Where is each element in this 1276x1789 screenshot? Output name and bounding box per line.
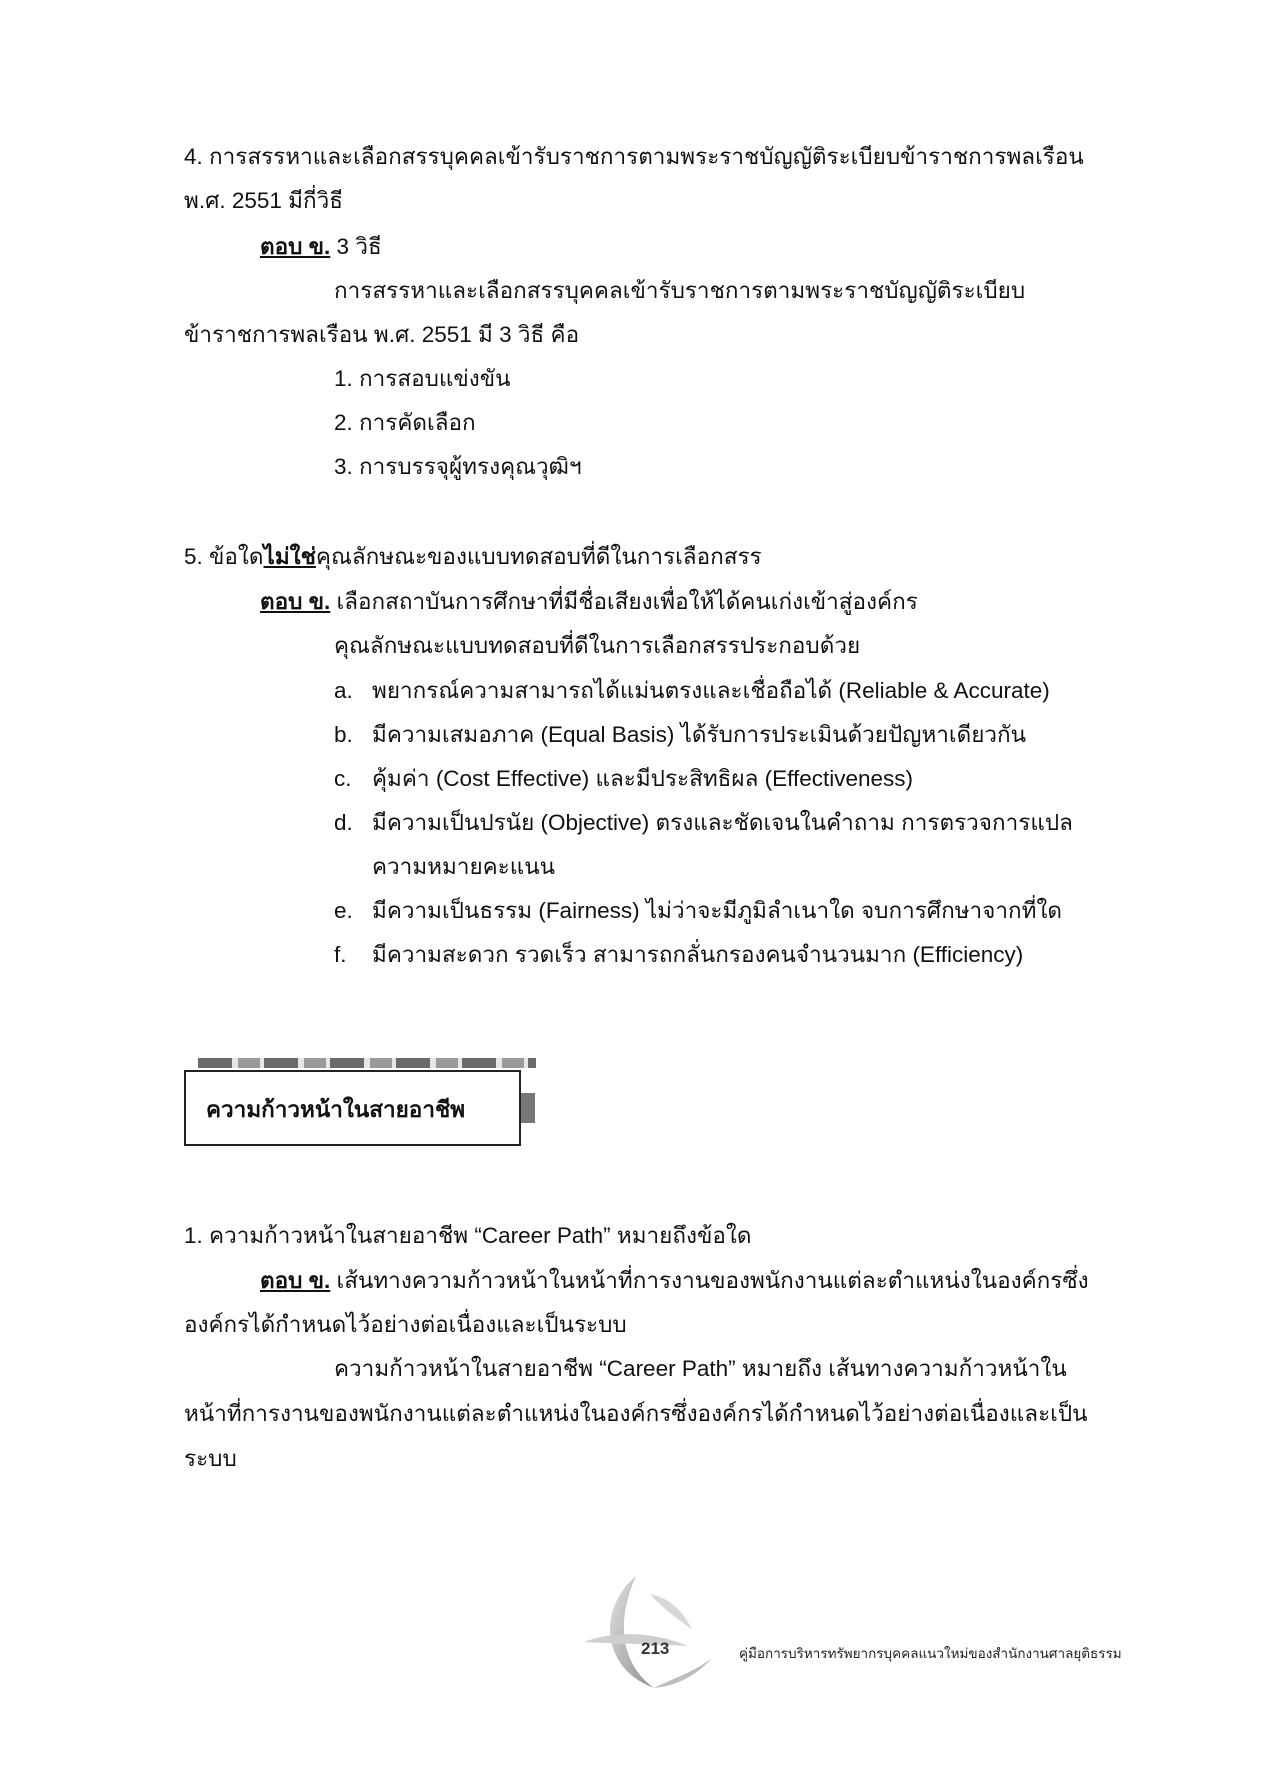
q5-answer [260,588,918,615]
s1-answer [260,1267,1089,1294]
s1-answer-text: เส้นทางความก้าวหน้าในหน้าที่การงานของพนักงานแต่ละตำแหน่งในองค์กรซึ่ง [330,1268,1089,1293]
q5-answer-text: เลือกสถาบันการศึกษาที่มีชื่อเสียงเพื่อให้ได้คนเก่งเข้าสู่องค์กร [330,589,918,614]
criteria-label: f. [334,942,347,967]
criteria-text: มีความเสมอภาค (Equal Basis) ได้รับการประเมินด้วยปัญหาเดียวกัน [372,722,1027,747]
criteria-text: ความหมายคะแนน [372,854,556,879]
q4-explanation-line1: การสรรหาและเลือกสรรบุคคลเข้ารับราชการตามพระราชบัญญัติระเบียบ [334,278,1026,303]
section-heading-box [184,1070,521,1146]
q4-answer-text: 3 วิธี [330,234,382,259]
q5-question [184,543,762,570]
criteria-text: มีความเป็นธรรม (Fairness) ไม่ว่าจะมีภูมิลำเนาใด จบการศึกษาจากที่ใด [372,898,1063,923]
criteria-label: a. [334,678,353,703]
q4-list-item: 3. การบรรจุผู้ทรงคุณวุฒิฯ [334,454,582,479]
s1-explanation-line3: ระบบ [184,1446,237,1471]
criteria-label: c. [334,766,352,791]
s1-explanation-line1: ความก้าวหน้าในสายอาชีพ “Career Path” หมายถึง เส้นทางความก้าวหน้าใน [334,1356,1067,1381]
q5-answer-label: ตอบ ข. [260,589,331,614]
q4-answer-label: ตอบ ข. [260,234,331,259]
criteria-item [334,677,1050,704]
criteria-text: มีความสะดวก รวดเร็ว สามารถกลั่นกรองคนจำนวนมาก (Efficiency) [372,942,1024,967]
q5-intro: คุณลักษณะแบบทดสอบที่ดีในการเลือกสรรประกอบด้วย [334,633,861,658]
section-box-shadow [521,1093,535,1123]
q4-explanation-line2: ข้าราชการพลเรือน พ.ศ. 2551 มี 3 วิธี คือ [184,322,580,347]
criteria-item [334,765,913,792]
q4-question-line2: พ.ศ. 2551 มีกี่วิธี [184,188,343,213]
criteria-label: e. [334,898,353,923]
q4-list-item: 1. การสอบแข่งขัน [334,366,511,391]
q4-list-item: 2. การคัดเลือก [334,410,476,435]
criteria-text: มีความเป็นปรนัย (Objective) ตรงและชัดเจนในคำถาม การตรวจการแปล [372,810,1073,835]
swirl-logo-icon [580,1572,730,1702]
q5-question-suffix: คุณลักษณะของแบบทดสอบที่ดีในการเลือกสรร [315,544,762,569]
page-number: 213 [641,1639,670,1658]
criteria-item-continuation [334,853,555,880]
section-box-dashed-border [198,1058,536,1068]
criteria-text: พยากรณ์ความสามารถได้แม่นตรงและเชื่อถือได้ (Reliable & Accurate) [372,678,1050,703]
s1-question: 1. ความก้าวหน้าในสายอาชีพ “Career Path” หมายถึงข้อใด [184,1223,752,1248]
q5-question-emphasis: ไม่ใช่ [263,544,316,569]
criteria-label: b. [334,722,353,747]
criteria-item [334,897,1062,924]
criteria-item [334,809,1073,836]
criteria-label: d. [334,810,353,835]
criteria-text: คุ้มค่า (Cost Effective) และมีประสิทธิผล (Effectiveness) [372,766,914,791]
s1-answer-label: ตอบ ข. [260,1268,331,1293]
s1-explanation-line2: หน้าที่การงานของพนักงานแต่ละตำแหน่งในองค์กรซึ่งองค์กรได้กำหนดไว้อย่างต่อเนื่องและเป็น [184,1401,1088,1426]
footer-title: คู่มือการบริหารทรัพยากรบุคคลแนวใหม่ของสำนักงานศาลยุติธรรม [739,1646,1122,1662]
q4-question-line1: 4. การสรรหาและเลือกสรรบุคคลเข้ารับราชการตามพระราชบัญญัติระเบียบข้าราชการพลเรือน [184,144,1084,169]
q4-answer [260,233,382,260]
section-title: ความก้าวหน้าในสายอาชีพ [206,1097,466,1122]
criteria-item [334,941,1023,968]
q5-question-prefix: 5. ข้อใด [184,544,264,569]
s1-answer-continuation: องค์กรได้กำหนดไว้อย่างต่อเนื่องและเป็นระบบ [184,1312,627,1337]
criteria-item [334,721,1026,748]
